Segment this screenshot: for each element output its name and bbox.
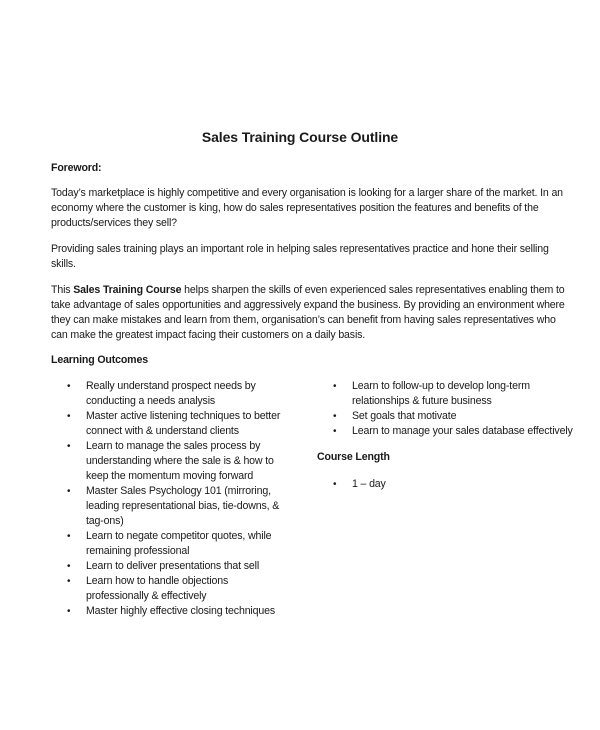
bullet-icon: • — [67, 561, 71, 572]
paragraph-3-lead: This — [51, 284, 74, 296]
bullet-icon: • — [333, 411, 337, 422]
list-item — [51, 439, 291, 484]
list-item — [317, 379, 587, 409]
list-item-text: Master active listening techniques to better connect with & understand clients — [86, 410, 281, 437]
bullet-icon: • — [67, 576, 71, 587]
learning-outcomes-heading: Learning Outcomes — [51, 354, 148, 366]
learning-outcomes-right-column — [317, 379, 587, 492]
list-item-text: Learn how to handle objections professionally & effectively — [86, 575, 229, 602]
list-item — [51, 484, 291, 529]
list-item-text: Learn to manage the sales process by understanding where the sale is & how to keep the momentum moving forward — [86, 440, 274, 482]
bullet-icon: • — [67, 381, 71, 392]
list-item — [51, 574, 291, 604]
list-item — [317, 424, 587, 439]
learning-outcomes-left-column — [51, 379, 301, 619]
list-item — [51, 604, 291, 619]
learning-outcomes-left-list — [51, 379, 301, 619]
bullet-icon: • — [67, 486, 71, 497]
list-item — [317, 477, 587, 492]
list-item-text: Learn to manage your sales database effectively — [352, 425, 573, 437]
list-item-text: Set goals that motivate — [352, 410, 457, 422]
paragraph-3-rest: helps sharpen the skills of even experienced sales representatives enabling them to take advantage of sales opportunities and aggressively expand the business. By providing an environment where they can make mistakes and learn from them, organisation’s can benefit from having sales representatives who can make the greatest impact facing their customers on a daily basis. — [51, 284, 565, 341]
bullet-icon: • — [67, 411, 71, 422]
list-item — [51, 379, 291, 409]
course-length-list — [317, 477, 587, 492]
document-body — [51, 161, 573, 617]
list-item — [51, 529, 291, 559]
list-item-text: Learn to negate competitor quotes, while remaining professional — [86, 530, 272, 557]
list-item-text: Master highly effective closing techniques — [86, 605, 276, 617]
list-item — [317, 409, 587, 424]
list-item — [51, 409, 291, 439]
bullet-icon: • — [333, 426, 337, 437]
foreword-heading: Foreword: — [51, 162, 102, 174]
list-item-text: 1 – day — [352, 478, 386, 490]
page-title: Sales Training Course Outline — [201, 129, 399, 145]
foreword-paragraph-2: Providing sales training plays an important role in helping sales representatives practice and hone their selling skills. — [51, 243, 549, 270]
learning-outcomes-right-list — [317, 379, 587, 439]
foreword-paragraph-1: Today’s marketplace is highly competitive and every organisation is looking for a larger share of the market. In an economy where the customer is king, how do sales representatives position the features and benefits of the products/services they sell? — [51, 187, 563, 229]
bullet-icon: • — [67, 606, 71, 617]
course-name-bold: Sales Training Course — [73, 284, 182, 296]
foreword-paragraph-3 — [51, 283, 571, 343]
bullet-icon: • — [333, 381, 337, 392]
bullet-icon: • — [333, 479, 337, 490]
bullet-icon: • — [67, 441, 71, 452]
list-item — [51, 559, 291, 574]
bullet-icon: • — [67, 531, 71, 542]
list-item-text: Really understand prospect needs by conducting a needs analysis — [86, 380, 256, 407]
course-length-heading: Course Length — [317, 451, 390, 463]
list-item-text: Learn to deliver presentations that sell — [86, 560, 260, 572]
list-item-text: Learn to follow-up to develop long-term relationships & future business — [352, 380, 530, 407]
list-item-text: Master Sales Psychology 101 (mirroring, leading representational bias, tie-downs, & tag-ons) — [86, 485, 280, 527]
